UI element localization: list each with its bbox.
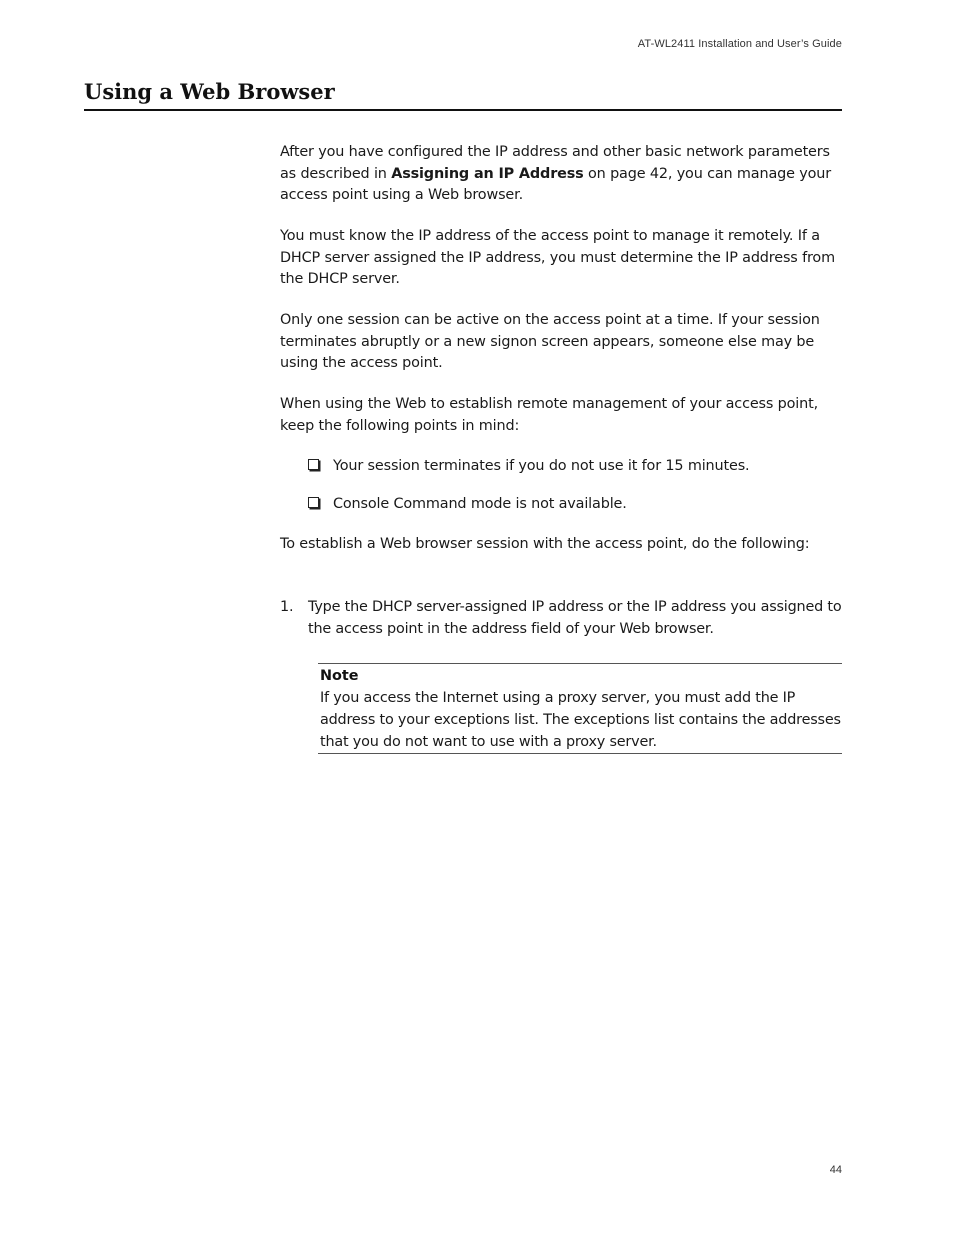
section-title: Using a Web Browser — [84, 79, 335, 104]
step-text: Type the DHCP server-assigned IP address or the IP address you assigned to the access point in the address field of your Web browser. — [308, 599, 842, 637]
bullet-item — [308, 494, 848, 516]
bullet-text: Your session terminates if you do not use it for 15 minutes. — [333, 458, 750, 474]
running-header: AT-WL2411 Installation and User’s Guide — [637, 38, 842, 50]
checkbox-bullet-icon — [308, 459, 319, 470]
title-rule — [84, 109, 842, 111]
step-item — [280, 597, 846, 640]
intro-paragraph — [280, 142, 846, 207]
intro-text-before: After you have configured the IP address and other basic network parameters as described in — [280, 144, 830, 182]
session-paragraph: Only one session can be active on the access point at a time. If your session terminates abruptly or a new signon screen appears, someone else may be using the access point. — [280, 312, 820, 371]
ip-address-paragraph: You must know the IP address of the access point to manage it remotely. If a DHCP server assigned the IP address, you must determine the IP address from the DHCP server. — [280, 228, 835, 287]
cross-reference-bold: Assigning an IP Address — [391, 165, 584, 182]
note-title: Note — [320, 668, 359, 684]
page-number: 44 — [829, 1164, 842, 1176]
note-box — [318, 663, 842, 754]
intro-text-after: on page 42, you can manage your access point using a Web browser. — [280, 165, 831, 203]
procedure-intro-paragraph: To establish a Web browser session with the access point, do the following: — [280, 536, 810, 552]
step-number: 1. — [280, 599, 294, 615]
note-body: If you access the Internet using a proxy server, you must add the IP address to your exceptions list. The exceptions list contains the addresses that you do not want to use with a proxy server. — [320, 690, 841, 750]
bullet-text: Console Command mode is not available. — [333, 496, 627, 512]
checkbox-bullet-icon — [308, 497, 319, 508]
points-intro-paragraph: When using the Web to establish remote management of your access point, keep the following points in mind: — [280, 396, 819, 434]
bullet-item — [308, 456, 848, 478]
